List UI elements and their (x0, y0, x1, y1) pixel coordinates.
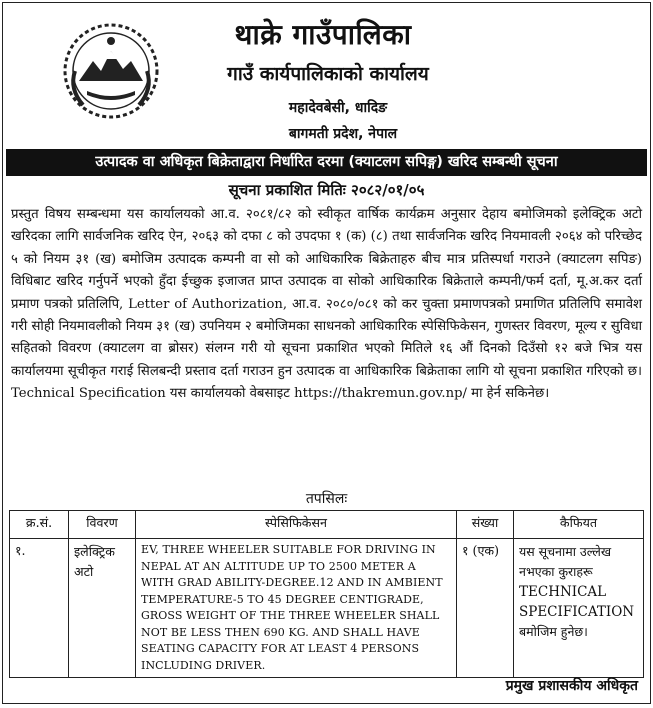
municipality-title: थाक्रे गाउँपालिका (234, 18, 412, 51)
col-header-remark: कैफियत (514, 511, 644, 539)
remark-text-b: TECHNICAL SPECIFICATION (519, 584, 635, 620)
cell-description: इलेक्ट्रिक अटो (69, 539, 136, 678)
nepal-emblem-icon (61, 21, 161, 121)
table-row (10, 539, 644, 678)
col-header-description: विवरण (69, 511, 136, 539)
cell-sn: १. (10, 539, 69, 678)
notice-heading-banner: उत्पादक वा अधिकृत बिक्रेताद्वारा निर्धारित दरमा (क्याटलग सपिङ्ग) खरिद सम्बन्धी सूचना (6, 149, 647, 176)
office-subtitle: गाउँ कार्यपालिकाको कार्यालय (227, 63, 429, 85)
col-header-quantity: संख्या (457, 511, 514, 539)
col-header-specification: स्पेसिफिकेसन (136, 511, 457, 539)
cell-quantity: १ (एक) (457, 539, 514, 678)
cell-specification: EV, THREE WHEELER SUITABLE FOR DRIVING IN NEPAL AT AN ALTITUDE UP TO 2500 METER A WITH GRAD ABILITY-DEGREE.12 AND IN AMBIENT TEMPERATURE-5 TO 45 DEGREE CENTIGRADE, GROSS WEIGHT OF THE THREE WHEELER SHALL NOT BE LESS THEN 690 KG. AND SHALL HAVE SEATING CAPACITY FOR AT LEAST 4 PERSONS INCLUDING DRIVER. (136, 539, 457, 678)
notice-page (2, 2, 651, 704)
cell-remark (514, 539, 644, 678)
office-location: महादेवबेसी, धादिङ (288, 100, 388, 116)
remark-text-c: बमोजिम हुनेछ। (519, 624, 588, 639)
signatory-title: प्रमुख प्रशासकीय अधिकृत (505, 678, 638, 694)
table-header-row (10, 511, 644, 539)
office-province: बागमती प्रदेश, नेपाल (288, 126, 398, 142)
schedule-label: तपसिलः (305, 491, 348, 507)
notice-body: प्रस्तुत विषय सम्बन्धमा यस कार्यालयको आ.व. २०८१/८२ को स्वीकृत वार्षिक कार्यक्रम अनुसार देहाय बमोजिमको इलेक्ट्रिक अटो खरिदका लागि सार्वजनिक खरिद ऐन, २०६३ को दफा ८ को उपदफा १ (क) (८) तथा सार्वजनिक खरिद नियमावली २०६४ को परिच्छेद ५ को नियम ३१ (ख) बमोजिम उत्पादक कम्पनी वा सो को आधिकारिक बिक्रेताहरु बीच मात्र प्रतिस्पर्धा गराउने (क्याटलग सपिङ) विधिबाट खरिद गर्नुपर्ने भएको हुँदा ईच्छुक इजाजत प्राप्त उत्पादक वा सोको आधिकारिक बिक्रेताले कम्पनी/फर्म दर्ता, मू.अ.कर दर्ता प्रमाण पत्रको प्रतिलिपि, Letter of Authorization, आ.व. २०८०/०८१ को कर चुक्ता प्रमाणपत्रको प्रमाणित प्रतिलिपि समावेश गरी सोही नियमावलीको नियम ३१ (ख) उपनियम २ बमोजिमका साधनको आधिकारिक स्पेसिफिकेसन, गुणस्तर विवरण, मूल्य र सुविधा सहितको विवरण (क्याटलग वा ब्रोसर) संलग्न गरी यो सूचना प्रकाशित भएको मितिले १६ औं दिनको दिउँसो १२ बजे भित्र यस कार्यालयमा सूचीकृत गराई सिलबन्दी प्रस्ताव दर्ता गराउन हुन उत्पादक वा आधिकारिक बिक्रेताका लागि यो सूचना प्रकाशित गरिएको छ। Technical Specification यस कार्यालयको वेबसाइट https://thakremun.gov.np/ मा हेर्न सकिनेछ। (11, 207, 642, 402)
published-date: सूचना प्रकाशित मितिः २०८२/०१/०५ (228, 181, 425, 199)
remark-text-a: यस सूचनामा उल्लेख नभएका कुराहरू (519, 544, 612, 579)
procurement-table (9, 510, 644, 678)
col-header-sn: क्र.सं. (10, 511, 69, 539)
